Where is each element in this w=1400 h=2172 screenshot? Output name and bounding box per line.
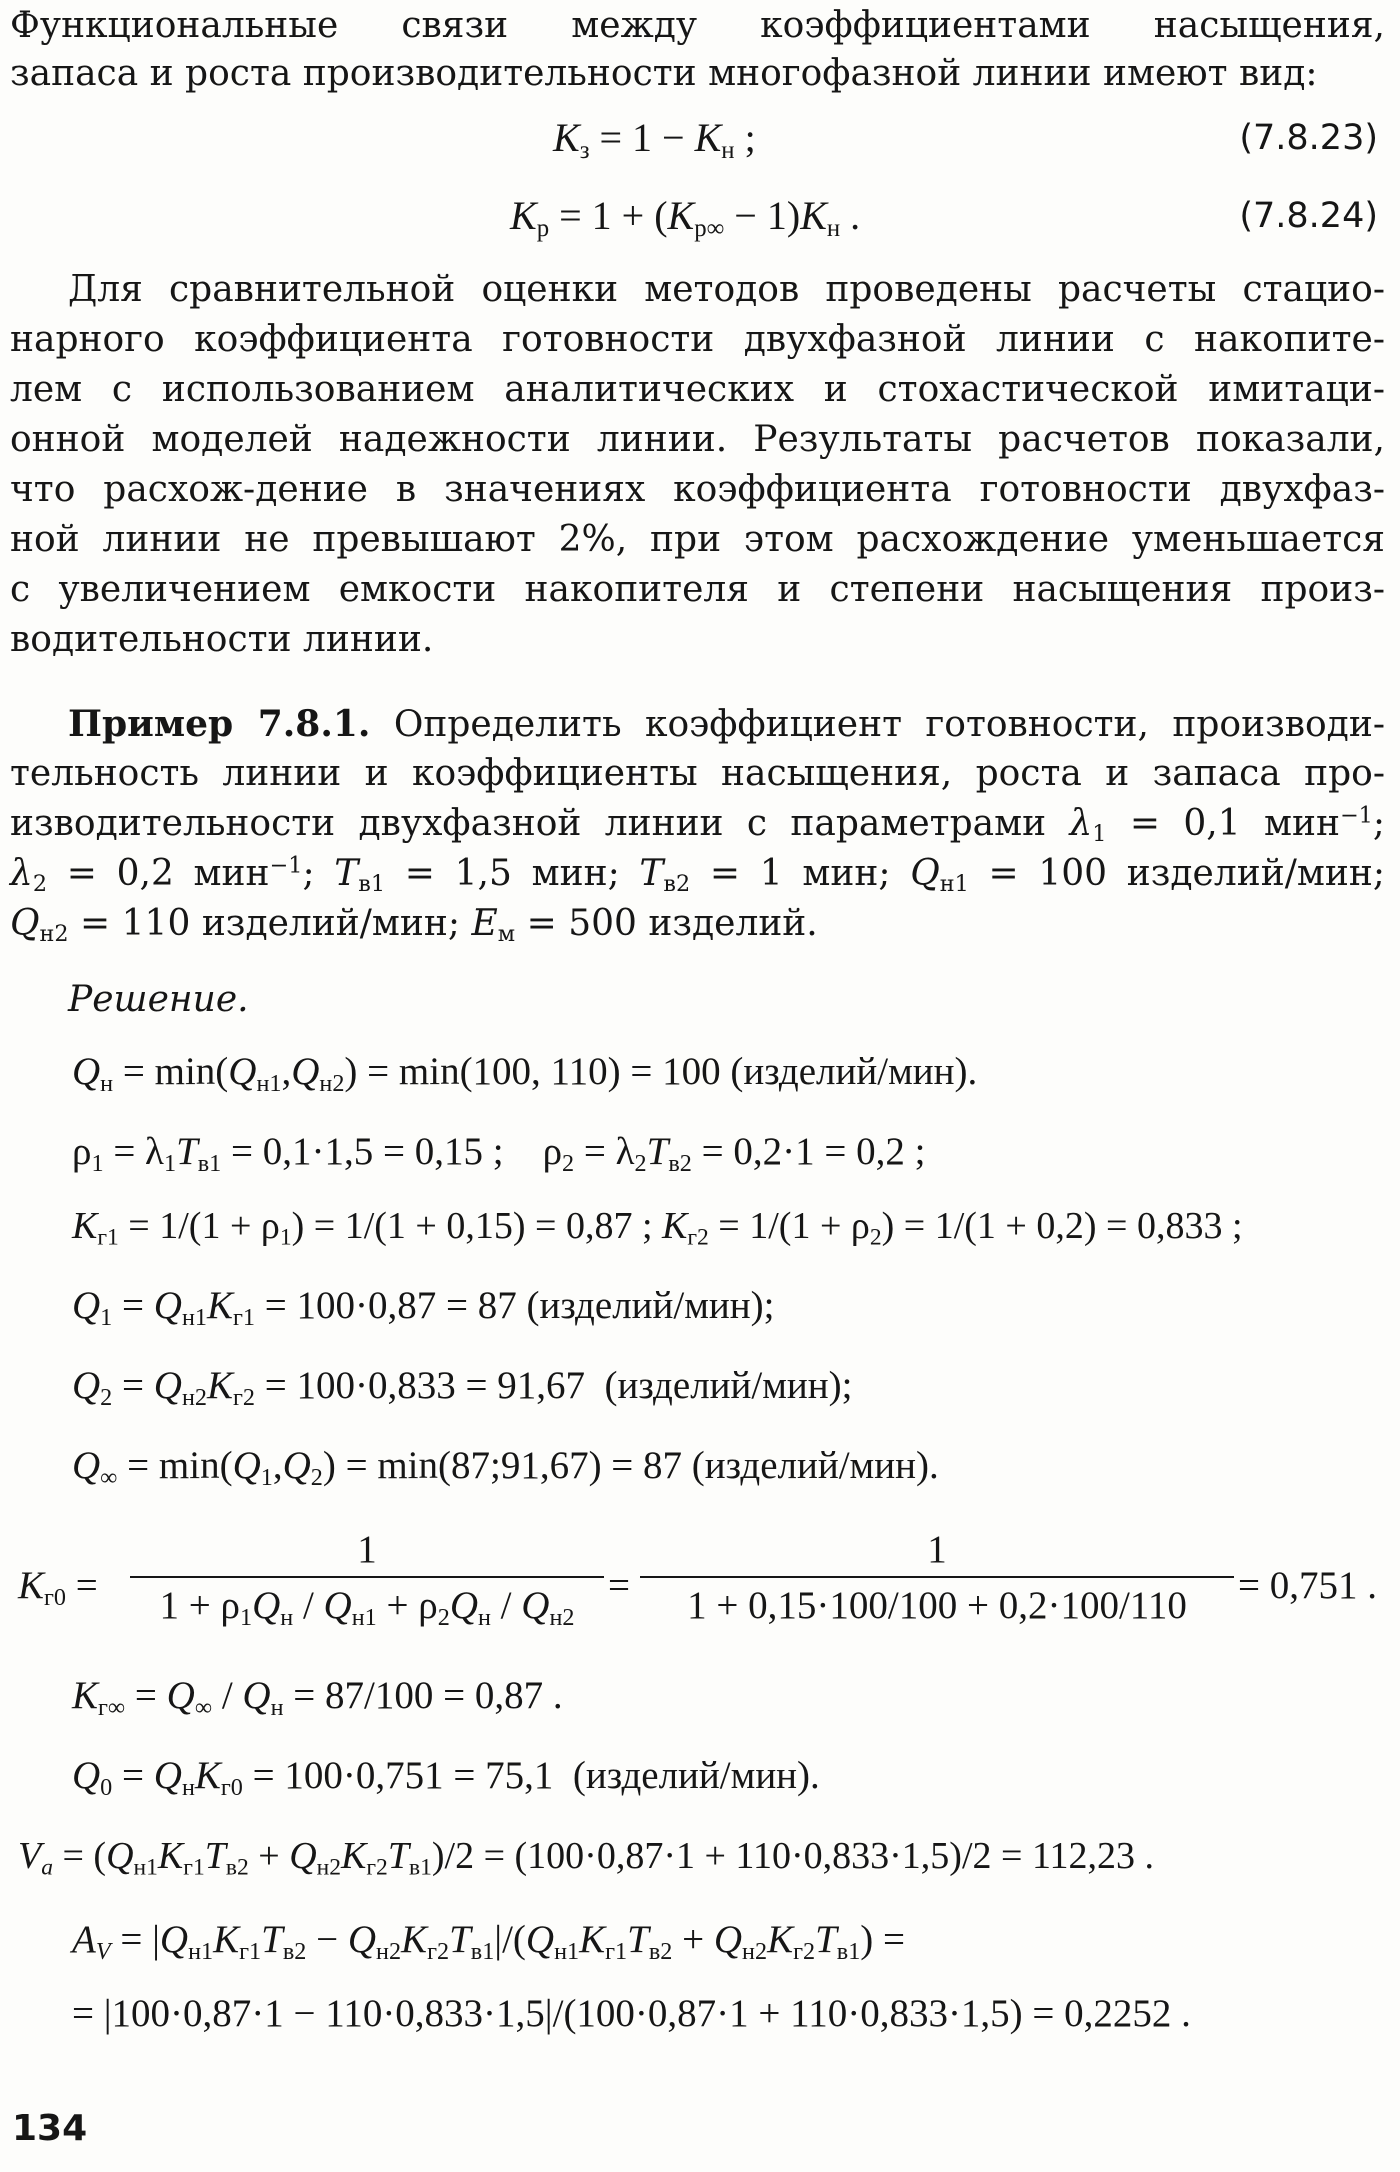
- example-heading: Пример 7.8.1.: [68, 703, 371, 745]
- solution-label: Решение.: [68, 979, 249, 1020]
- solution-kr-inf: $K_{г\infty} = Q_\infty / Q_н = 87/100 = 0,87$ .: [72, 1674, 563, 1721]
- equation-7-8-23: $K_з = 1 - K_н$ ;: [553, 115, 756, 164]
- kr0-equals: =: [608, 1564, 630, 1607]
- equation-7-8-24: $K_р = 1 + (K_{р\infty} - 1)K_н$ .: [510, 193, 861, 242]
- solution-qn: $Q_н = \min(Q_{н1},Q_{н2}) = \min(100$, 110) = 100 (изделий/мин).: [72, 1050, 978, 1097]
- page-number: 134: [12, 2108, 88, 2149]
- example-line-1: [10, 700, 1385, 749]
- para2-line-2: нарного коэффициента готовности двухфазной линии с накопите-: [10, 319, 1385, 360]
- para2-line-7: с увеличением емкости накопителя и степени насыщения произ-: [10, 569, 1385, 610]
- para2-line-6: ной линии не превышают 2%, при этом расхождение уменьшается: [10, 519, 1385, 560]
- solution-q0: $Q_0 = Q_нK_{г0} = 100\cdot 0,751 = 75,1$ (изделий/мин).: [72, 1754, 820, 1801]
- kr0-result: = 0,751 .: [1238, 1564, 1377, 1607]
- example-line-5: $Q_{н2} = 110$ изделий/мин; $E_м = 500$ изделий.: [10, 903, 818, 948]
- solution-rho: $\rho_1 = \lambda_1T_{в1} = 0,1\cdot 1,5 = 0,15$ ; $\rho_2 = \lambda_2T_{в2} = 0,2\cdot 1 = 0,2$ ;: [72, 1130, 926, 1177]
- example-line-2: тельность линии и коэффициенты насыщения, роста и запаса про-: [10, 753, 1385, 794]
- example-line-4: $\lambda_2 = 0,2$ мин$^{-1}$; $T_{в1} = 1,5$ мин; $T_{в2} = 1$ мин; $Q_{н1} = 100$ изделий/мин;: [10, 852, 1385, 898]
- kr0-lhs: $K_{г0}$ =: [18, 1564, 98, 1611]
- solution-q2: $Q_2 = Q_{н2}K_{г2} = 100\cdot 0,833 = 91,67$ (изделий/мин);: [72, 1364, 853, 1411]
- solution-q1: $Q_1 = Q_{н1}K_{г1} = 100\cdot 0,87 = 87$ (изделий/мин);: [72, 1284, 775, 1331]
- para1-line-1: Функциональные связи между коэффициентами насыщения,: [10, 5, 1385, 46]
- equation-number-7-8-23: (7.8.23): [1239, 118, 1378, 158]
- solution-qinf: $Q_\infty = \min(Q_1,Q_2)$ = min(87;91,67) = 87 (изделий/мин).: [72, 1444, 939, 1491]
- solution-av-line-1: $A_V = |Q_{н1}K_{г1}T_{в2} - Q_{н2}K_{г2}T_{в1}|/(Q_{н1}K_{г1}T_{в2} + Q_{н2}K_{г2}T_{в1})$ =: [72, 1918, 906, 1965]
- kr0-fraction-numeric: 1 1 + 0,15·100/100 + 0,2·100/110: [640, 1524, 1234, 1630]
- solution-va: $V_a = (Q_{н1}K_{г1}T_{в2} + Q_{н2}K_{г2}T_{в1})/2 = (100\cdot 0,87\cdot 1 + 110\cdot 0,833\cdot 1,5)/2 = 112,23$ .: [18, 1835, 1155, 1881]
- para2-line-5: что расхож-дение в значениях коэффициента готовности двухфаз-: [10, 469, 1385, 510]
- para2-line-3: лем с использованием аналитических и стохастической имитаци-: [10, 369, 1385, 410]
- solution-av-line-2: = |100·0,87·1 − 110·0,833·1,5|/(100·0,87·1 + 110·0,833·1,5) = 0,2252 .: [72, 1992, 1191, 2035]
- para2-line-8: водительности линии.: [10, 619, 434, 660]
- example-line-3: изводительности двухфазной линии с параметрами $\lambda_1 = 0,1$ мин$^{-1}$;: [10, 802, 1385, 848]
- para1-line-2: запаса и роста производительности многофазной линии имеют вид:: [10, 53, 1318, 94]
- kr0-fraction-symbolic: 1 $1 + \rho_1Q_н / Q_{н1} + \rho_2Q_н / Q_{н2}$: [130, 1524, 604, 1630]
- para2-line-1: Для сравнительной оценки методов проведены расчеты стацио-: [68, 269, 1385, 310]
- solution-kg: $K_{г1} = 1/(1 + \rho_1) = 1/(1 + 0,15) = 0,87$ ; $K_{г2} = 1/(1 + \rho_2) = 1/(1 + 0,2) = 0,833$ ;: [72, 1205, 1243, 1251]
- equation-number-7-8-24: (7.8.24): [1239, 196, 1378, 236]
- para2-line-4: онной моделей надежности линии. Результаты расчетов показали,: [10, 419, 1385, 460]
- example-line-1-rest: Определить коэффициент готовности, производи-: [370, 704, 1385, 745]
